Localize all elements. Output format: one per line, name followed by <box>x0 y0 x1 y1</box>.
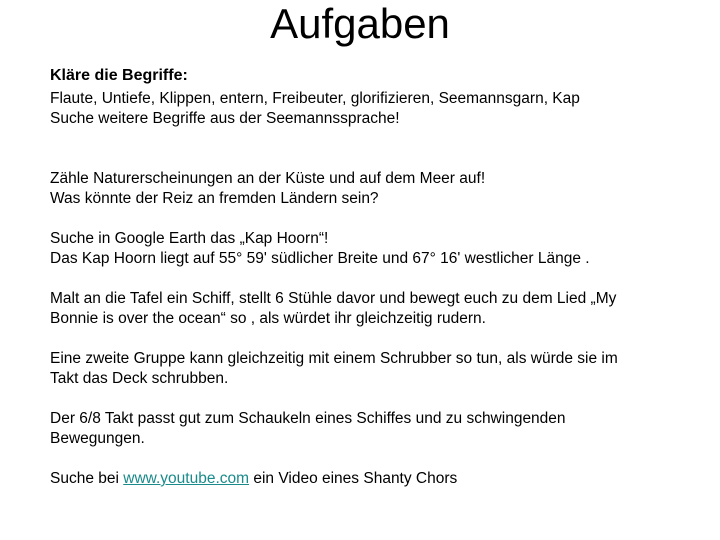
section-heading-begriffe: Kläre die Begriffe: <box>50 67 188 84</box>
schiff-tafel-task-text-2: Bonnie is over the ocean“ so , als würdet ihr gleichzeitig rudern. <box>50 310 486 327</box>
youtube-task-prefix: Suche bei <box>50 470 124 487</box>
kap-hoorn-coordinates-text: Das Kap Hoorn liegt auf 55° 59' südlicher Breite und 67° 16' westlicher Länge . <box>50 250 590 267</box>
schrubber-task-text-1: Eine zweite Gruppe kann gleichzeitig mit einem Schrubber so tun, als würde sie im <box>50 350 618 367</box>
youtube-link[interactable]: www.youtube.com <box>123 470 250 487</box>
takt-text-2: Bewegungen. <box>50 430 145 447</box>
schiff-tafel-task-text-1: Malt an die Tafel ein Schiff, stellt 6 Stühle davor und bewegt euch zu dem Lied „My <box>50 290 617 307</box>
task-list <box>50 65 700 489</box>
youtube-task-suffix: ein Video eines Shanty Chors <box>249 470 458 487</box>
schrubber-task-text-2: Takt das Deck schrubben. <box>50 370 229 387</box>
begriffe-task-text: Suche weitere Begriffe aus der Seemannssprache! <box>50 110 400 127</box>
takt-text-1: Der 6/8 Takt passt gut zum Schaukeln eines Schiffes und zu schwingenden <box>50 410 566 427</box>
naturerscheinungen-text: Zähle Naturerscheinungen an der Küste und auf dem Meer auf! <box>50 170 486 187</box>
google-earth-task-text: Suche in Google Earth das „Kap Hoorn“! <box>50 230 329 247</box>
begriffe-list-text: Flaute, Untiefe, Klippen, entern, Freibeuter, glorifizieren, Seemannsgarn, Kap <box>50 90 580 107</box>
reiz-fremde-laender-text: Was könnte der Reiz an fremden Ländern sein? <box>50 190 379 207</box>
page-title: Aufgaben <box>270 0 450 47</box>
youtube-task-text <box>50 469 700 489</box>
